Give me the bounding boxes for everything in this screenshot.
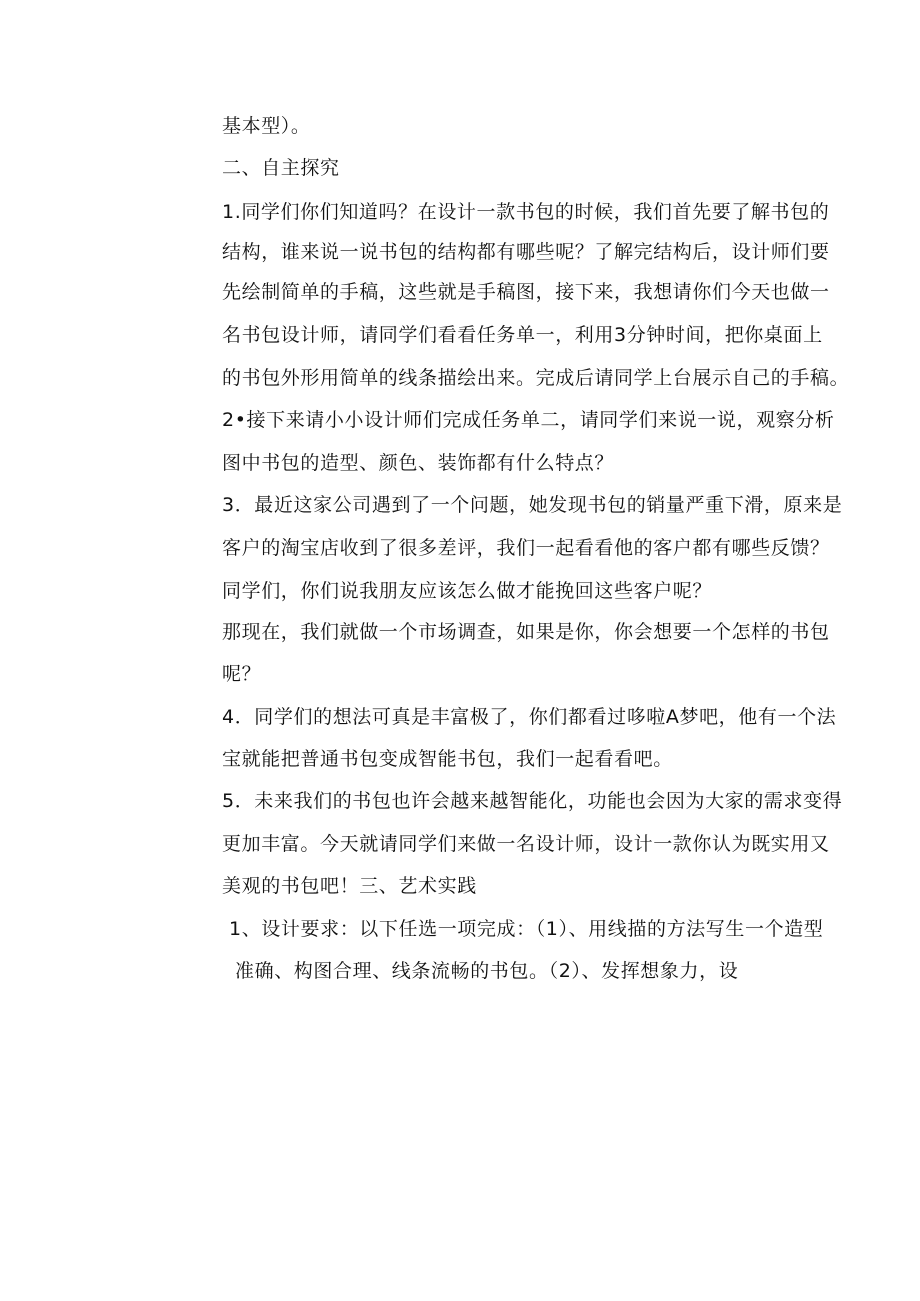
text-line-10: 3．最近这家公司遇到了一个问题，她发现书包的销量严重下滑，原来是 — [222, 494, 843, 516]
text-line-18: 更加丰富。今天就请同学们来做一名设计师，设计一款你认为既实用又 — [222, 833, 830, 855]
text-line-12: 同学们，你们说我朋友应该怎么做才能挽回这些客户呢？ — [222, 580, 713, 602]
text-line-5: 先绘制简单的手稿，这些就是手稿图，接下来，我想请你们今天也做一 — [222, 281, 830, 303]
section-heading-exploration: 二、自主探究 — [222, 157, 340, 179]
text-line-6: 名书包设计师，请同学们看看任务单一，利用3分钟时间，把你桌面上 — [222, 324, 823, 346]
text-line-1: 基本型）。 — [222, 115, 311, 137]
text-line-17: 5．未来我们的书包也许会越来越智能化，功能也会因为大家的需求变得 — [222, 790, 843, 812]
text-line-15: 4．同学们的想法可真是丰富极了，你们都看过哆啦A梦吧，他有一个法 — [222, 706, 837, 728]
text-line-21: 准确、构图合理、线条流畅的书包。（2）、发挥想象力，设 — [235, 960, 739, 982]
text-line-7: 的书包外形用简单的线条描绘出来。完成后请同学上台展示自己的手稿。 — [222, 367, 850, 389]
text-line-8: 2•接下来请小小设计师们完成任务单二，请同学们来说一说，观察分析 — [222, 409, 835, 431]
text-line-14: 呢？ — [222, 663, 262, 685]
text-line-13: 那现在，我们就做一个市场调查，如果是你，你会想要一个怎样的书包 — [222, 621, 830, 643]
text-line-16: 宝就能把普通书包变成智能书包，我们一起看看吧。 — [222, 748, 673, 770]
text-line-3: 1.同学们你们知道吗？在设计一款书包的时候，我们首先要了解书包的 — [222, 201, 830, 223]
text-line-19: 美观的书包吧！三、艺术实践 — [222, 875, 477, 897]
text-line-11: 客户的淘宝店收到了很多差评，我们一起看看他的客户都有哪些反馈？ — [222, 537, 830, 559]
text-line-9: 图中书包的造型、颜色、装饰都有什么特点？ — [222, 452, 615, 474]
text-line-20: 1、设计要求：以下任选一项完成：（1）、用线描的方法写生一个造型 — [229, 918, 824, 940]
text-line-4: 结构，谁来说一说书包的结构都有哪些呢？了解完结构后，设计师们要 — [222, 241, 830, 263]
